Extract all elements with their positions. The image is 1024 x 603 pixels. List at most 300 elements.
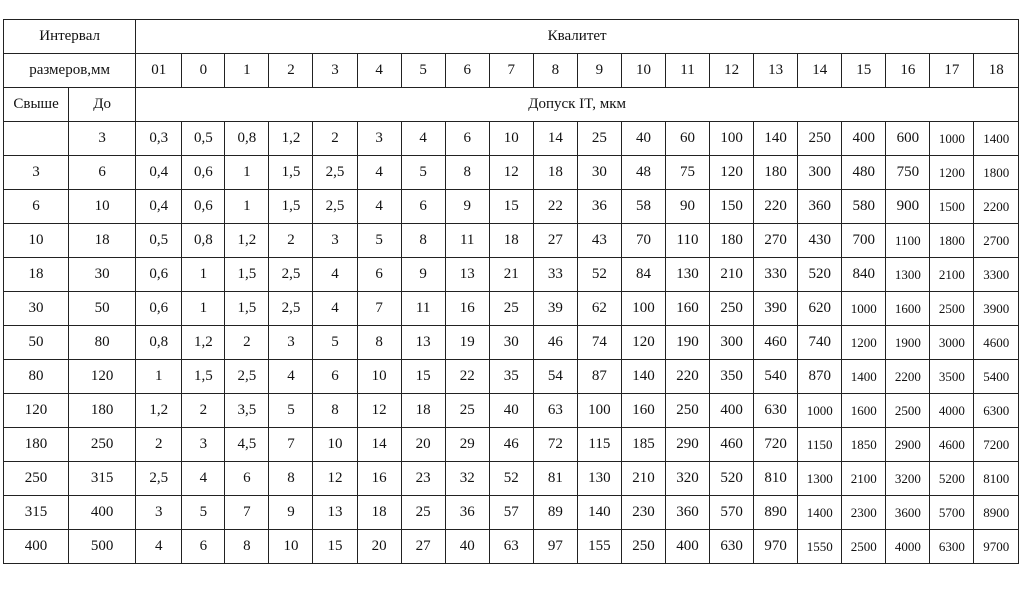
tolerance-cell: 1000: [842, 292, 886, 326]
tolerance-cell: 1000: [930, 122, 974, 156]
tolerance-cell: 13: [401, 326, 445, 360]
tolerance-cell: 100: [710, 122, 754, 156]
tolerance-cell: 14: [357, 428, 401, 462]
tolerance-cell: 7: [269, 428, 313, 462]
tolerance-cell: 8: [445, 156, 489, 190]
tolerance-cell: 120: [710, 156, 754, 190]
tolerance-cell: 6: [182, 530, 225, 564]
tolerance-cell: 43: [577, 224, 621, 258]
tolerance-cell: 300: [710, 326, 754, 360]
tolerance-cell: 3: [313, 224, 357, 258]
tolerance-cell: 250: [798, 122, 842, 156]
tolerance-cell: 1,2: [269, 122, 313, 156]
table-row: [4, 122, 1019, 156]
tolerance-cell: 720: [754, 428, 798, 462]
tolerance-cell: 1200: [930, 156, 974, 190]
grade-cell: 13: [754, 54, 798, 88]
tolerance-cell: 6: [225, 462, 269, 496]
grade-cell: 8: [533, 54, 577, 88]
tolerance-cell: 190: [665, 326, 709, 360]
grade-cell: 01: [136, 54, 182, 88]
grade-cell: 16: [886, 54, 930, 88]
range-over-cell: 80: [4, 360, 69, 394]
range-over-cell: 120: [4, 394, 69, 428]
tolerance-cell: 1,5: [225, 292, 269, 326]
tolerance-cell: 2,5: [269, 258, 313, 292]
tolerance-cell: 5: [357, 224, 401, 258]
grade-cell: 4: [357, 54, 401, 88]
tolerance-cell: 40: [621, 122, 665, 156]
range-over-cell: 6: [4, 190, 69, 224]
tolerance-cell: 3600: [886, 496, 930, 530]
grade-cell: 6: [445, 54, 489, 88]
tolerance-cell: 12: [357, 394, 401, 428]
tolerance-cell: 5200: [930, 462, 974, 496]
tolerance-cell: 1: [136, 360, 182, 394]
tolerance-cell: 570: [710, 496, 754, 530]
tolerance-cell: 29: [445, 428, 489, 462]
header-row-2: [4, 54, 1019, 88]
tolerance-cell: 1150: [798, 428, 842, 462]
tolerance-cell: 1: [182, 292, 225, 326]
grade-cell: 0: [182, 54, 225, 88]
tolerance-cell: 185: [621, 428, 665, 462]
tolerance-cell: 70: [621, 224, 665, 258]
range-over-cell: 180: [4, 428, 69, 462]
tolerance-cell: 19: [445, 326, 489, 360]
tolerance-cell: 0,3: [136, 122, 182, 156]
tolerance-cell: 2: [225, 326, 269, 360]
tolerance-cell: 22: [445, 360, 489, 394]
tolerance-cell: 630: [710, 530, 754, 564]
tolerance-cell: 460: [754, 326, 798, 360]
tolerance-cell: 600: [886, 122, 930, 156]
tolerance-cell: 40: [489, 394, 533, 428]
tolerance-cell: 250: [710, 292, 754, 326]
grade-cell: 9: [577, 54, 621, 88]
tolerance-cell: 1850: [842, 428, 886, 462]
tolerance-cell: 2: [313, 122, 357, 156]
tolerance-cell: 400: [842, 122, 886, 156]
tolerance-cell: 2100: [930, 258, 974, 292]
grade-cell: 15: [842, 54, 886, 88]
tolerance-cell: 4000: [930, 394, 974, 428]
tolerance-cell: 3: [357, 122, 401, 156]
tolerance-cell: 16: [357, 462, 401, 496]
tolerance-cell: 700: [842, 224, 886, 258]
tolerance-cell: 2: [269, 224, 313, 258]
tolerance-header: Допуск IT, мкм: [136, 88, 1019, 122]
tolerance-cell: 5400: [974, 360, 1019, 394]
tolerance-cell: 390: [754, 292, 798, 326]
range-over-cell: 30: [4, 292, 69, 326]
tolerance-cell: 3: [136, 496, 182, 530]
tolerance-cell: 4: [401, 122, 445, 156]
tolerance-cell: 6: [357, 258, 401, 292]
tolerance-cell: 8: [225, 530, 269, 564]
grade-cell: 3: [313, 54, 357, 88]
tolerance-cell: 2200: [974, 190, 1019, 224]
range-over-cell: 250: [4, 462, 69, 496]
tolerance-cell: 270: [754, 224, 798, 258]
tolerance-cell: 140: [621, 360, 665, 394]
tolerance-cell: 100: [577, 394, 621, 428]
tolerance-cell: 140: [577, 496, 621, 530]
tolerance-cell: 25: [445, 394, 489, 428]
tolerance-cell: 18: [533, 156, 577, 190]
tolerance-table: [3, 19, 1019, 564]
tolerance-cell: 0,6: [182, 190, 225, 224]
tolerance-cell: 10: [489, 122, 533, 156]
tolerance-cell: 180: [710, 224, 754, 258]
tolerance-cell: 100: [621, 292, 665, 326]
tolerance-cell: 4600: [974, 326, 1019, 360]
tolerance-cell: 4000: [886, 530, 930, 564]
table-row: [4, 462, 1019, 496]
tolerance-cell: 1: [225, 190, 269, 224]
tolerance-cell: 900: [886, 190, 930, 224]
tolerance-cell: 2500: [930, 292, 974, 326]
tolerance-cell: 8: [401, 224, 445, 258]
tolerance-cell: 35: [489, 360, 533, 394]
tolerance-cell: 25: [401, 496, 445, 530]
tolerance-cell: 1,5: [269, 156, 313, 190]
range-over-cell: 315: [4, 496, 69, 530]
tolerance-cell: 4: [357, 156, 401, 190]
tolerance-cell: 5: [269, 394, 313, 428]
range-over-cell: 10: [4, 224, 69, 258]
tolerance-cell: 1300: [798, 462, 842, 496]
tolerance-cell: 32: [445, 462, 489, 496]
to-header: До: [69, 88, 136, 122]
table-row: [4, 326, 1019, 360]
grade-cell: 5: [401, 54, 445, 88]
tolerance-cell: 0,4: [136, 190, 182, 224]
tolerance-cell: 6: [313, 360, 357, 394]
tolerance-cell: 7: [225, 496, 269, 530]
grade-cell: 17: [930, 54, 974, 88]
tolerance-cell: 360: [665, 496, 709, 530]
tolerance-cell: 320: [665, 462, 709, 496]
tolerance-cell: 1100: [886, 224, 930, 258]
tolerance-cell: 2100: [842, 462, 886, 496]
range-to-cell: 120: [69, 360, 136, 394]
range-to-cell: 180: [69, 394, 136, 428]
tolerance-cell: 63: [533, 394, 577, 428]
tolerance-cell: 520: [798, 258, 842, 292]
tolerance-cell: 52: [489, 462, 533, 496]
tolerance-cell: 540: [754, 360, 798, 394]
tolerance-cell: 1,5: [269, 190, 313, 224]
range-to-cell: 3: [69, 122, 136, 156]
tolerance-cell: 10: [269, 530, 313, 564]
tolerance-cell: 7200: [974, 428, 1019, 462]
tolerance-cell: 4: [136, 530, 182, 564]
table-row: [4, 360, 1019, 394]
grade-cell: 18: [974, 54, 1019, 88]
tolerance-cell: 120: [621, 326, 665, 360]
tolerance-cell: 48: [621, 156, 665, 190]
tolerance-cell: 300: [798, 156, 842, 190]
header-row-1: [4, 20, 1019, 54]
tolerance-cell: 39: [533, 292, 577, 326]
tolerance-cell: 4: [182, 462, 225, 496]
tolerance-cell: 11: [401, 292, 445, 326]
tolerance-cell: 2,5: [313, 190, 357, 224]
tolerance-cell: 140: [754, 122, 798, 156]
tolerance-cell: 30: [489, 326, 533, 360]
tolerance-cell: 8900: [974, 496, 1019, 530]
tolerance-cell: 8: [269, 462, 313, 496]
tolerance-cell: 230: [621, 496, 665, 530]
range-over-cell: 400: [4, 530, 69, 564]
table-row: [4, 292, 1019, 326]
tolerance-cell: 480: [842, 156, 886, 190]
tolerance-cell: 1: [182, 258, 225, 292]
tolerance-cell: 110: [665, 224, 709, 258]
tolerance-cell: 6: [445, 122, 489, 156]
tolerance-cell: 2300: [842, 496, 886, 530]
tolerance-cell: 18: [357, 496, 401, 530]
table-row: [4, 156, 1019, 190]
tolerance-cell: 1400: [798, 496, 842, 530]
tolerance-cell: 3200: [886, 462, 930, 496]
tolerance-cell: 0,8: [225, 122, 269, 156]
tolerance-cell: 15: [401, 360, 445, 394]
tolerance-cell: 1600: [886, 292, 930, 326]
tolerance-cell: 1550: [798, 530, 842, 564]
grade-cell: 11: [665, 54, 709, 88]
tolerance-cell: 6: [401, 190, 445, 224]
tolerance-cell: 870: [798, 360, 842, 394]
table-row: [4, 190, 1019, 224]
tolerance-cell: 350: [710, 360, 754, 394]
tolerance-cell: 2700: [974, 224, 1019, 258]
over-header: Свыше: [4, 88, 69, 122]
table-row: [4, 428, 1019, 462]
tolerance-cell: 4: [269, 360, 313, 394]
tolerance-cell: 0,6: [136, 258, 182, 292]
range-over-cell: 18: [4, 258, 69, 292]
tolerance-cell: 74: [577, 326, 621, 360]
tolerance-cell: 58: [621, 190, 665, 224]
tolerance-cell: 1300: [886, 258, 930, 292]
tolerance-cell: 1400: [974, 122, 1019, 156]
tolerance-cell: 60: [665, 122, 709, 156]
tolerance-cell: 1,2: [136, 394, 182, 428]
tolerance-cell: 15: [489, 190, 533, 224]
tolerance-cell: 740: [798, 326, 842, 360]
tolerance-cell: 14: [533, 122, 577, 156]
tolerance-cell: 10: [313, 428, 357, 462]
tolerance-cell: 1800: [930, 224, 974, 258]
tolerance-cell: 160: [665, 292, 709, 326]
tolerance-cell: 36: [445, 496, 489, 530]
table-row: [4, 530, 1019, 564]
range-to-cell: 315: [69, 462, 136, 496]
tolerance-cell: 290: [665, 428, 709, 462]
tolerance-cell: 1000: [798, 394, 842, 428]
tolerance-cell: 9: [269, 496, 313, 530]
tolerance-cell: 3000: [930, 326, 974, 360]
tolerance-cell: 3: [269, 326, 313, 360]
tolerance-cell: 115: [577, 428, 621, 462]
tolerance-cell: 130: [665, 258, 709, 292]
tolerance-cell: 750: [886, 156, 930, 190]
tolerance-cell: 30: [577, 156, 621, 190]
tolerance-cell: 520: [710, 462, 754, 496]
tolerance-cell: 2: [136, 428, 182, 462]
tolerance-cell: 5: [313, 326, 357, 360]
grade-cell: 7: [489, 54, 533, 88]
tolerance-cell: 220: [754, 190, 798, 224]
range-to-cell: 10: [69, 190, 136, 224]
tolerance-cell: 2200: [886, 360, 930, 394]
table-body: [4, 20, 1019, 564]
tolerance-cell: 15: [313, 530, 357, 564]
interval-header-line2: размеров,мм: [4, 54, 136, 88]
table-row: [4, 496, 1019, 530]
tolerance-cell: 2900: [886, 428, 930, 462]
tolerance-cell: 2: [182, 394, 225, 428]
tolerance-cell: 2500: [886, 394, 930, 428]
tolerance-cell: 1800: [974, 156, 1019, 190]
tolerance-cell: 0,8: [182, 224, 225, 258]
grade-cell: 14: [798, 54, 842, 88]
tolerance-cell: 1600: [842, 394, 886, 428]
tolerance-cell: 3: [182, 428, 225, 462]
tolerance-cell: 160: [621, 394, 665, 428]
tolerance-cell: 87: [577, 360, 621, 394]
tolerance-cell: 250: [665, 394, 709, 428]
tolerance-cell: 12: [313, 462, 357, 496]
tolerance-cell: 840: [842, 258, 886, 292]
tolerance-cell: 1: [225, 156, 269, 190]
tolerance-cell: 4600: [930, 428, 974, 462]
tolerance-cell: 0,4: [136, 156, 182, 190]
range-to-cell: 250: [69, 428, 136, 462]
tolerance-cell: 1400: [842, 360, 886, 394]
tolerance-cell: 1200: [842, 326, 886, 360]
tolerance-cell: 52: [577, 258, 621, 292]
tolerance-cell: 2,5: [136, 462, 182, 496]
tolerance-cell: 400: [710, 394, 754, 428]
tolerance-cell: 8: [357, 326, 401, 360]
tolerance-cell: 27: [533, 224, 577, 258]
tolerance-cell: 1500: [930, 190, 974, 224]
tolerance-cell: 5700: [930, 496, 974, 530]
tolerance-cell: 40: [445, 530, 489, 564]
tolerance-cell: 25: [577, 122, 621, 156]
tolerance-cell: 3,5: [225, 394, 269, 428]
tolerance-cell: 54: [533, 360, 577, 394]
tolerance-cell: 3300: [974, 258, 1019, 292]
tolerance-cell: 4,5: [225, 428, 269, 462]
tolerance-cell: 620: [798, 292, 842, 326]
range-over-cell: [4, 122, 69, 156]
tolerance-cell: 20: [357, 530, 401, 564]
tolerance-cell: 1900: [886, 326, 930, 360]
tolerance-cell: 72: [533, 428, 577, 462]
tolerance-cell: 2,5: [313, 156, 357, 190]
tolerance-cell: 810: [754, 462, 798, 496]
tolerance-cell: 1,2: [225, 224, 269, 258]
tolerance-cell: 25: [489, 292, 533, 326]
tolerance-cell: 20: [401, 428, 445, 462]
tolerance-cell: 9: [401, 258, 445, 292]
tolerance-cell: 33: [533, 258, 577, 292]
tolerance-cell: 890: [754, 496, 798, 530]
tolerance-cell: 2,5: [269, 292, 313, 326]
range-to-cell: 500: [69, 530, 136, 564]
tolerance-cell: 6300: [974, 394, 1019, 428]
tolerance-cell: 84: [621, 258, 665, 292]
tolerance-cell: 62: [577, 292, 621, 326]
tolerance-cell: 57: [489, 496, 533, 530]
tolerance-cell: 1,5: [225, 258, 269, 292]
tolerance-cell: 970: [754, 530, 798, 564]
range-to-cell: 18: [69, 224, 136, 258]
tolerance-cell: 22: [533, 190, 577, 224]
tolerance-cell: 2500: [842, 530, 886, 564]
tolerance-cell: 9: [445, 190, 489, 224]
tolerance-cell: 180: [754, 156, 798, 190]
tolerance-cell: 400: [665, 530, 709, 564]
range-over-cell: 50: [4, 326, 69, 360]
tolerance-cell: 4: [313, 292, 357, 326]
tolerance-cell: 630: [754, 394, 798, 428]
range-to-cell: 6: [69, 156, 136, 190]
tolerance-cell: 0,6: [136, 292, 182, 326]
tolerance-cell: 18: [401, 394, 445, 428]
tolerance-cell: 63: [489, 530, 533, 564]
tolerance-cell: 89: [533, 496, 577, 530]
tolerance-cell: 12: [489, 156, 533, 190]
table-row: [4, 224, 1019, 258]
tolerance-cell: 0,6: [182, 156, 225, 190]
tolerance-cell: 81: [533, 462, 577, 496]
tolerance-cell: 16: [445, 292, 489, 326]
grade-cell: 12: [710, 54, 754, 88]
grade-cell: 2: [269, 54, 313, 88]
range-over-cell: 3: [4, 156, 69, 190]
table-row: [4, 394, 1019, 428]
range-to-cell: 30: [69, 258, 136, 292]
tolerance-cell: 220: [665, 360, 709, 394]
tolerance-cell: 10: [357, 360, 401, 394]
tolerance-cell: 0,8: [136, 326, 182, 360]
tolerance-cell: 8: [313, 394, 357, 428]
tolerance-cell: 13: [445, 258, 489, 292]
tolerance-cell: 6300: [930, 530, 974, 564]
interval-header-line1: Интервал: [4, 20, 136, 54]
tolerance-cell: 18: [489, 224, 533, 258]
tolerance-cell: 2,5: [225, 360, 269, 394]
tolerance-cell: 360: [798, 190, 842, 224]
tolerance-cell: 330: [754, 258, 798, 292]
grade-cell: 1: [225, 54, 269, 88]
tolerance-cell: 580: [842, 190, 886, 224]
tolerance-cell: 36: [577, 190, 621, 224]
tolerance-cell: 27: [401, 530, 445, 564]
tolerance-cell: 430: [798, 224, 842, 258]
tolerance-cell: 11: [445, 224, 489, 258]
range-to-cell: 80: [69, 326, 136, 360]
tolerance-cell: 5: [401, 156, 445, 190]
tolerance-cell: 0,5: [136, 224, 182, 258]
tolerance-cell: 97: [533, 530, 577, 564]
tolerance-cell: 7: [357, 292, 401, 326]
